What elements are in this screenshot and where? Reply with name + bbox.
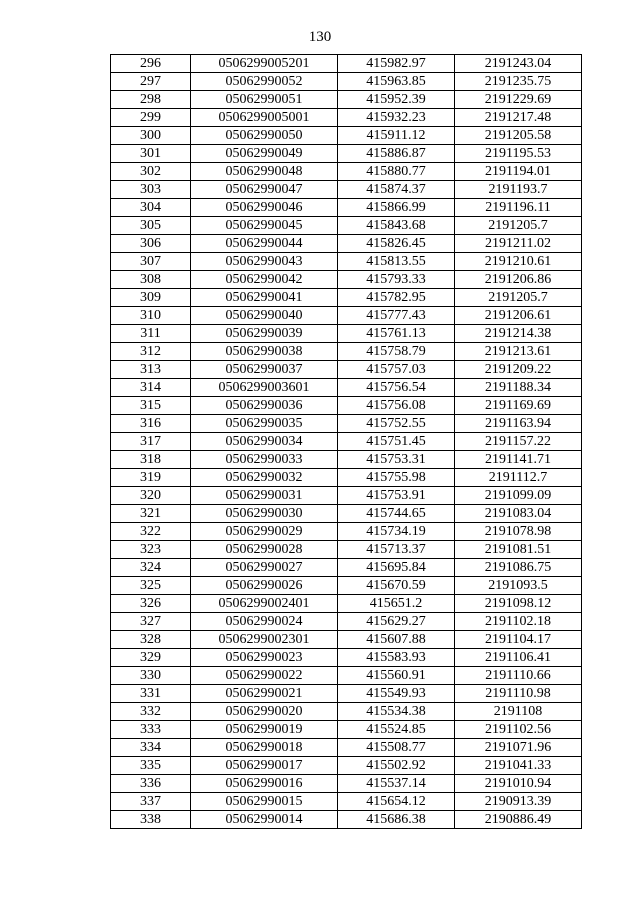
parcel-id-cell: 05062990040 [191,307,338,325]
table-row [111,811,582,829]
table-row [111,181,582,199]
parcel-id-cell: 05062990045 [191,217,338,235]
y-coordinate-cell: 2191217.48 [455,109,582,127]
row-index-cell: 324 [111,559,191,577]
y-coordinate-cell: 2191112.7 [455,469,582,487]
table-row [111,775,582,793]
table-row [111,91,582,109]
row-index-cell: 325 [111,577,191,595]
y-coordinate-cell: 2191214.38 [455,325,582,343]
x-coordinate-cell: 415734.19 [338,523,455,541]
x-coordinate-cell: 415752.55 [338,415,455,433]
table-row [111,433,582,451]
row-index-cell: 302 [111,163,191,181]
x-coordinate-cell: 415753.91 [338,487,455,505]
row-index-cell: 301 [111,145,191,163]
row-index-cell: 326 [111,595,191,613]
x-coordinate-cell: 415757.03 [338,361,455,379]
y-coordinate-cell: 2191211.02 [455,235,582,253]
parcel-id-cell: 05062990017 [191,757,338,775]
row-index-cell: 300 [111,127,191,145]
parcel-id-cell: 05062990046 [191,199,338,217]
x-coordinate-cell: 415654.12 [338,793,455,811]
x-coordinate-cell: 415524.85 [338,721,455,739]
row-index-cell: 312 [111,343,191,361]
row-index-cell: 334 [111,739,191,757]
parcel-id-cell: 05062990015 [191,793,338,811]
row-index-cell: 332 [111,703,191,721]
y-coordinate-cell: 2191243.04 [455,55,582,73]
y-coordinate-cell: 2191041.33 [455,757,582,775]
y-coordinate-cell: 2191102.18 [455,613,582,631]
parcel-id-cell: 05062990049 [191,145,338,163]
parcel-id-cell: 05062990021 [191,685,338,703]
row-index-cell: 307 [111,253,191,271]
y-coordinate-cell: 2191081.51 [455,541,582,559]
parcel-id-cell: 05062990020 [191,703,338,721]
table-row [111,253,582,271]
parcel-id-cell: 05062990037 [191,361,338,379]
row-index-cell: 316 [111,415,191,433]
y-coordinate-cell: 2191106.41 [455,649,582,667]
y-coordinate-cell: 2191110.66 [455,667,582,685]
table-row [111,127,582,145]
table-row [111,55,582,73]
table-row [111,721,582,739]
table-row [111,289,582,307]
x-coordinate-cell: 415755.98 [338,469,455,487]
x-coordinate-cell: 415782.95 [338,289,455,307]
x-coordinate-cell: 415874.37 [338,181,455,199]
table-row [111,541,582,559]
row-index-cell: 322 [111,523,191,541]
x-coordinate-cell: 415753.31 [338,451,455,469]
x-coordinate-cell: 415813.55 [338,253,455,271]
row-index-cell: 305 [111,217,191,235]
parcel-id-cell: 05062990036 [191,397,338,415]
parcel-id-cell: 05062990041 [191,289,338,307]
x-coordinate-cell: 415866.99 [338,199,455,217]
y-coordinate-cell: 2191110.98 [455,685,582,703]
y-coordinate-cell: 2191071.96 [455,739,582,757]
parcel-id-cell: 05062990032 [191,469,338,487]
y-coordinate-cell: 2191213.61 [455,343,582,361]
parcel-id-cell: 05062990038 [191,343,338,361]
x-coordinate-cell: 415651.2 [338,595,455,613]
x-coordinate-cell: 415952.39 [338,91,455,109]
x-coordinate-cell: 415508.77 [338,739,455,757]
y-coordinate-cell: 2190886.49 [455,811,582,829]
table-row [111,487,582,505]
parcel-id-cell: 05062990048 [191,163,338,181]
row-index-cell: 317 [111,433,191,451]
table-row [111,595,582,613]
x-coordinate-cell: 415686.38 [338,811,455,829]
parcel-id-cell: 0506299002301 [191,631,338,649]
row-index-cell: 315 [111,397,191,415]
parcel-id-cell: 05062990028 [191,541,338,559]
table-row [111,685,582,703]
table-row [111,361,582,379]
x-coordinate-cell: 415560.91 [338,667,455,685]
table-row [111,235,582,253]
table-row [111,469,582,487]
row-index-cell: 320 [111,487,191,505]
table-row [111,109,582,127]
x-coordinate-cell: 415756.08 [338,397,455,415]
parcel-id-cell: 0506299003601 [191,379,338,397]
row-index-cell: 311 [111,325,191,343]
y-coordinate-cell: 2191157.22 [455,433,582,451]
y-coordinate-cell: 2191229.69 [455,91,582,109]
y-coordinate-cell: 2191188.34 [455,379,582,397]
y-coordinate-cell: 2191205.58 [455,127,582,145]
y-coordinate-cell: 2191104.17 [455,631,582,649]
coordinates-table [110,54,582,829]
row-index-cell: 330 [111,667,191,685]
table-row [111,739,582,757]
table-row [111,613,582,631]
table-row [111,73,582,91]
parcel-id-cell: 05062990047 [191,181,338,199]
row-index-cell: 310 [111,307,191,325]
x-coordinate-cell: 415549.93 [338,685,455,703]
x-coordinate-cell: 415777.43 [338,307,455,325]
table-row [111,649,582,667]
parcel-id-cell: 05062990033 [191,451,338,469]
y-coordinate-cell: 2191196.11 [455,199,582,217]
row-index-cell: 323 [111,541,191,559]
y-coordinate-cell: 2191163.94 [455,415,582,433]
row-index-cell: 337 [111,793,191,811]
x-coordinate-cell: 415761.13 [338,325,455,343]
y-coordinate-cell: 2191205.7 [455,217,582,235]
table-row [111,757,582,775]
y-coordinate-cell: 2191078.98 [455,523,582,541]
x-coordinate-cell: 415826.45 [338,235,455,253]
page-number: 130 [308,29,332,45]
row-index-cell: 329 [111,649,191,667]
parcel-id-cell: 05062990034 [191,433,338,451]
x-coordinate-cell: 415502.92 [338,757,455,775]
y-coordinate-cell: 2191141.71 [455,451,582,469]
x-coordinate-cell: 415963.85 [338,73,455,91]
x-coordinate-cell: 415886.87 [338,145,455,163]
table-row [111,451,582,469]
row-index-cell: 338 [111,811,191,829]
row-index-cell: 314 [111,379,191,397]
row-index-cell: 319 [111,469,191,487]
row-index-cell: 318 [111,451,191,469]
parcel-id-cell: 05062990022 [191,667,338,685]
parcel-id-cell: 0506299005001 [191,109,338,127]
row-index-cell: 335 [111,757,191,775]
table-row [111,325,582,343]
parcel-id-cell: 05062990014 [191,811,338,829]
x-coordinate-cell: 415880.77 [338,163,455,181]
parcel-id-cell: 05062990030 [191,505,338,523]
y-coordinate-cell: 2191098.12 [455,595,582,613]
y-coordinate-cell: 2191206.61 [455,307,582,325]
row-index-cell: 333 [111,721,191,739]
y-coordinate-cell: 2191099.09 [455,487,582,505]
row-index-cell: 298 [111,91,191,109]
y-coordinate-cell: 2191206.86 [455,271,582,289]
y-coordinate-cell: 2191083.04 [455,505,582,523]
parcel-id-cell: 05062990023 [191,649,338,667]
x-coordinate-cell: 415713.37 [338,541,455,559]
row-index-cell: 297 [111,73,191,91]
x-coordinate-cell: 415583.93 [338,649,455,667]
y-coordinate-cell: 2191108 [455,703,582,721]
y-coordinate-cell: 2190913.39 [455,793,582,811]
parcel-id-cell: 05062990026 [191,577,338,595]
parcel-id-cell: 05062990043 [191,253,338,271]
table-row [111,163,582,181]
x-coordinate-cell: 415911.12 [338,127,455,145]
row-index-cell: 321 [111,505,191,523]
table-row [111,703,582,721]
x-coordinate-cell: 415982.97 [338,55,455,73]
table-row [111,505,582,523]
x-coordinate-cell: 415744.65 [338,505,455,523]
parcel-id-cell: 05062990024 [191,613,338,631]
table-row [111,343,582,361]
parcel-id-cell: 0506299005201 [191,55,338,73]
table-body [111,55,582,829]
x-coordinate-cell: 415932.23 [338,109,455,127]
parcel-id-cell: 05062990019 [191,721,338,739]
parcel-id-cell: 05062990052 [191,73,338,91]
row-index-cell: 306 [111,235,191,253]
row-index-cell: 309 [111,289,191,307]
y-coordinate-cell: 2191010.94 [455,775,582,793]
y-coordinate-cell: 2191193.7 [455,181,582,199]
parcel-id-cell: 0506299002401 [191,595,338,613]
table-row [111,631,582,649]
y-coordinate-cell: 2191093.5 [455,577,582,595]
x-coordinate-cell: 415534.38 [338,703,455,721]
table-row [111,217,582,235]
row-index-cell: 296 [111,55,191,73]
row-index-cell: 299 [111,109,191,127]
table-row [111,793,582,811]
parcel-id-cell: 05062990044 [191,235,338,253]
table-row [111,397,582,415]
table-row [111,523,582,541]
row-index-cell: 328 [111,631,191,649]
x-coordinate-cell: 415629.27 [338,613,455,631]
table-row [111,415,582,433]
parcel-id-cell: 05062990042 [191,271,338,289]
y-coordinate-cell: 2191169.69 [455,397,582,415]
x-coordinate-cell: 415758.79 [338,343,455,361]
parcel-id-cell: 05062990031 [191,487,338,505]
table-row [111,667,582,685]
x-coordinate-cell: 415670.59 [338,577,455,595]
row-index-cell: 303 [111,181,191,199]
parcel-id-cell: 05062990029 [191,523,338,541]
table-row [111,271,582,289]
table-row [111,577,582,595]
y-coordinate-cell: 2191102.56 [455,721,582,739]
x-coordinate-cell: 415751.45 [338,433,455,451]
x-coordinate-cell: 415756.54 [338,379,455,397]
y-coordinate-cell: 2191210.61 [455,253,582,271]
x-coordinate-cell: 415607.88 [338,631,455,649]
parcel-id-cell: 05062990027 [191,559,338,577]
parcel-id-cell: 05062990016 [191,775,338,793]
y-coordinate-cell: 2191195.53 [455,145,582,163]
y-coordinate-cell: 2191205.7 [455,289,582,307]
row-index-cell: 313 [111,361,191,379]
row-index-cell: 304 [111,199,191,217]
x-coordinate-cell: 415843.68 [338,217,455,235]
y-coordinate-cell: 2191209.22 [455,361,582,379]
row-index-cell: 327 [111,613,191,631]
y-coordinate-cell: 2191235.75 [455,73,582,91]
y-coordinate-cell: 2191194.01 [455,163,582,181]
parcel-id-cell: 05062990018 [191,739,338,757]
parcel-id-cell: 05062990039 [191,325,338,343]
x-coordinate-cell: 415793.33 [338,271,455,289]
row-index-cell: 336 [111,775,191,793]
y-coordinate-cell: 2191086.75 [455,559,582,577]
row-index-cell: 308 [111,271,191,289]
row-index-cell: 331 [111,685,191,703]
table-row [111,379,582,397]
table-row [111,199,582,217]
x-coordinate-cell: 415537.14 [338,775,455,793]
x-coordinate-cell: 415695.84 [338,559,455,577]
table-row [111,307,582,325]
parcel-id-cell: 05062990050 [191,127,338,145]
table-row [111,559,582,577]
table-row [111,145,582,163]
parcel-id-cell: 05062990035 [191,415,338,433]
parcel-id-cell: 05062990051 [191,91,338,109]
